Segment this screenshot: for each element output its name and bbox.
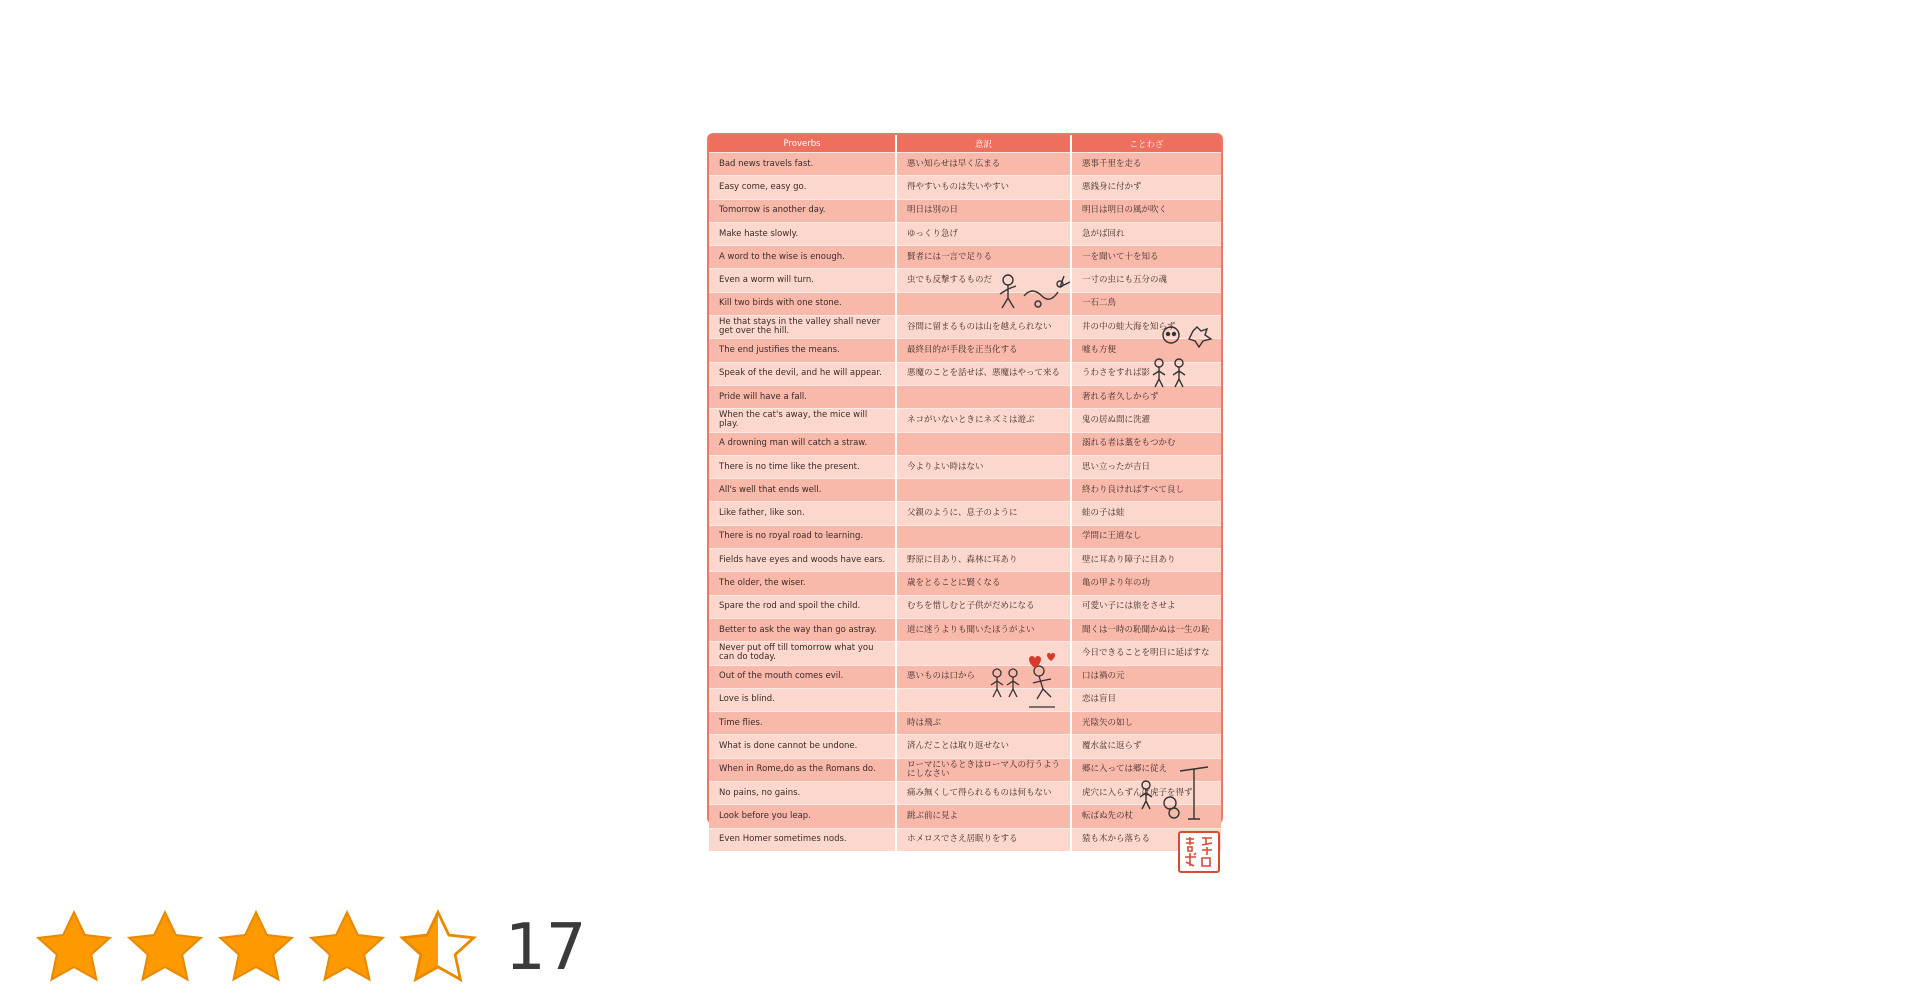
kotowaza-cell: 転ばぬ先の杖 — [1071, 805, 1221, 828]
proverb-cell: Like father, like son. — [709, 502, 896, 525]
proverb-table — [709, 135, 1221, 851]
proverb-cell: Tomorrow is another day. — [709, 199, 896, 222]
table-row — [709, 572, 1221, 595]
translation-cell: 悪いものは口から — [896, 665, 1071, 688]
proverb-cell: Time flies. — [709, 712, 896, 735]
translation-cell: ゆっくり急げ — [896, 222, 1071, 245]
kotowaza-cell: 口は禍の元 — [1071, 665, 1221, 688]
kotowaza-cell: 虎穴に入らずんば虎子を得ず — [1071, 782, 1221, 805]
kotowaza-cell: 可愛い子には旅をさせよ — [1071, 595, 1221, 618]
kotowaza-cell: 聞くは一時の恥聞かぬは一生の恥 — [1071, 618, 1221, 641]
table-row — [709, 362, 1221, 385]
table-row — [709, 246, 1221, 269]
proverb-cell: He that stays in the valley shall never get over the hill. — [709, 316, 896, 339]
table-row — [709, 339, 1221, 362]
table-row — [709, 479, 1221, 502]
proverb-cell: There is no time like the present. — [709, 455, 896, 478]
proverb-cell: The end justifies the means. — [709, 339, 896, 362]
kotowaza-cell: 今日できることを明日に延ばすな — [1071, 642, 1221, 665]
table-row — [709, 385, 1221, 408]
translation-cell — [896, 479, 1071, 502]
table-row — [709, 432, 1221, 455]
kotowaza-cell: 壁に耳あり障子に目あり — [1071, 549, 1221, 572]
translation-cell: 悪魔のことを話せば、悪魔はやって来る — [896, 362, 1071, 385]
table-row — [709, 455, 1221, 478]
kotowaza-cell: 学問に王道なし — [1071, 525, 1221, 548]
translation-cell — [896, 525, 1071, 548]
kotowaza-cell: 亀の甲より年の功 — [1071, 572, 1221, 595]
product-image[interactable] — [707, 133, 1223, 845]
proverb-cell: Make haste slowly. — [709, 222, 896, 245]
translation-cell: 歳をとることに賢くなる — [896, 572, 1071, 595]
table-header-row — [709, 135, 1221, 153]
table-row — [709, 199, 1221, 222]
proverb-cell: A word to the wise is enough. — [709, 246, 896, 269]
proverb-rows — [709, 153, 1221, 851]
header-kotowaza: ことわざ — [1071, 135, 1221, 153]
proverb-cell: When in Rome,do as the Romans do. — [709, 758, 896, 781]
proverb-cell: Bad news travels fast. — [709, 153, 896, 176]
table-row — [709, 525, 1221, 548]
kotowaza-cell: 奢れる者久しからず — [1071, 385, 1221, 408]
proverb-cell: Look before you leap. — [709, 805, 896, 828]
kotowaza-cell: 一を聞いて十を知る — [1071, 246, 1221, 269]
proverb-cell: A drowning man will catch a straw. — [709, 432, 896, 455]
kotowaza-cell: 明日は明日の風が吹く — [1071, 199, 1221, 222]
proverb-cell: Fields have eyes and woods have ears. — [709, 549, 896, 572]
table-row — [709, 642, 1221, 665]
kotowaza-cell: 井の中の蛙大海を知らず — [1071, 316, 1221, 339]
kotowaza-cell: 嘘も方便 — [1071, 339, 1221, 362]
table-row — [709, 688, 1221, 711]
proverb-cell: Love is blind. — [709, 688, 896, 711]
table-row — [709, 222, 1221, 245]
translation-cell: 今よりよい時はない — [896, 455, 1071, 478]
translation-cell: 時は飛ぶ — [896, 712, 1071, 735]
kotowaza-cell: 一石二鳥 — [1071, 292, 1221, 315]
star-full-icon — [30, 906, 118, 990]
proverb-cell: Better to ask the way than go astray. — [709, 618, 896, 641]
translation-cell: 野原に目あり、森林に耳あり — [896, 549, 1071, 572]
proverb-cell: Kill two birds with one stone. — [709, 292, 896, 315]
table-row — [709, 665, 1221, 688]
translation-cell: むちを惜しむと子供がだめになる — [896, 595, 1071, 618]
translation-cell: 最終目的が手段を正当化する — [896, 339, 1071, 362]
translation-cell: 明日は別の日 — [896, 199, 1071, 222]
proverb-cell: Spare the rod and spoil the child. — [709, 595, 896, 618]
proverb-cell: There is no royal road to learning. — [709, 525, 896, 548]
star-full-icon — [121, 906, 209, 990]
kotowaza-cell: 恋は盲目 — [1071, 688, 1221, 711]
kotowaza-cell: 蛙の子は蛙 — [1071, 502, 1221, 525]
table-row — [709, 712, 1221, 735]
translation-cell: ネコがいないときにネズミは遊ぶ — [896, 409, 1071, 432]
proverb-cell: Pride will have a fall. — [709, 385, 896, 408]
rating-row[interactable] — [30, 906, 586, 990]
proverb-cell: Easy come, easy go. — [709, 176, 896, 199]
kotowaza-cell: 鬼の居ぬ間に洗濯 — [1071, 409, 1221, 432]
table-row — [709, 292, 1221, 315]
kotowaza-cell: 溺れる者は藁をもつかむ — [1071, 432, 1221, 455]
review-count[interactable]: 17 — [505, 911, 587, 985]
stick-figure-doodle-devil — [1149, 325, 1219, 395]
header-translation: 意訳 — [896, 135, 1071, 153]
kotowaza-cell: 郷に入っては郷に従え — [1071, 758, 1221, 781]
stick-figure-doodle-worm — [994, 270, 1074, 312]
table-row — [709, 595, 1221, 618]
kotowaza-cell: うわさをすれば影 — [1071, 362, 1221, 385]
kotowaza-cell: 一寸の虫にも五分の魂 — [1071, 269, 1221, 292]
table-row — [709, 409, 1221, 432]
kotowaza-cell: 終わり良ければすべて良し — [1071, 479, 1221, 502]
kotowaza-cell: 悪銭身に付かず — [1071, 176, 1221, 199]
table-row — [709, 828, 1221, 851]
proverb-cell: When the cat's away, the mice will play. — [709, 409, 896, 432]
header-proverbs: Proverbs — [709, 135, 896, 153]
translation-cell: 跳ぶ前に見よ — [896, 805, 1071, 828]
proverb-cell: Speak of the devil, and he will appear. — [709, 362, 896, 385]
kotowaza-cell: 思い立ったが吉日 — [1071, 455, 1221, 478]
translation-cell: 谷間に留まるものは山を越えられない — [896, 316, 1071, 339]
proverb-cell: No pains, no gains. — [709, 782, 896, 805]
proverb-cell: The older, the wiser. — [709, 572, 896, 595]
proverb-cell: Even a worm will turn. — [709, 269, 896, 292]
proverb-cell: Even Homer sometimes nods. — [709, 828, 896, 851]
table-row — [709, 618, 1221, 641]
translation-cell: 済んだことは取り返せない — [896, 735, 1071, 758]
chart-shiki-stamp — [1178, 831, 1220, 873]
translation-cell: 父親のように、息子のように — [896, 502, 1071, 525]
star-half-icon — [394, 906, 482, 990]
stamp-glyphs — [1180, 833, 1218, 871]
translation-cell: 悪い知らせは早く広まる — [896, 153, 1071, 176]
kotowaza-cell: 猿も木から落ちる — [1071, 828, 1221, 851]
star-full-icon — [303, 906, 391, 990]
kotowaza-cell: 悪事千里を走る — [1071, 153, 1221, 176]
translation-cell — [896, 385, 1071, 408]
table-row — [709, 549, 1221, 572]
proverb-cell: What is done cannot be undone. — [709, 735, 896, 758]
translation-cell: 虫でも反撃するものだ — [896, 269, 1071, 292]
stick-figure-doodle-monkey — [1134, 763, 1214, 823]
proverb-cell: Never put off till tomorrow what you can do today. — [709, 642, 896, 665]
table-row — [709, 735, 1221, 758]
stick-figure-doodle-love — [989, 653, 1069, 713]
translation-cell — [896, 432, 1071, 455]
kotowaza-cell: 急がば回れ — [1071, 222, 1221, 245]
star-full-icon — [212, 906, 300, 990]
translation-cell: ホメロスでさえ居眠りをする — [896, 828, 1071, 851]
translation-cell: 道に迷うよりも聞いたほうがよい — [896, 618, 1071, 641]
kotowaza-cell: 覆水盆に返らず — [1071, 735, 1221, 758]
translation-cell: ローマにいるときはローマ人の行うようにしなさい — [896, 758, 1071, 781]
translation-cell: 痛み無くして得られるものは何もない — [896, 782, 1071, 805]
table-row — [709, 176, 1221, 199]
kotowaza-cell: 光陰矢の如し — [1071, 712, 1221, 735]
table-row — [709, 153, 1221, 176]
translation-cell: 賢者には一言で足りる — [896, 246, 1071, 269]
table-row — [709, 316, 1221, 339]
table-row — [709, 269, 1221, 292]
proverb-cell: Out of the mouth comes evil. — [709, 665, 896, 688]
table-row — [709, 502, 1221, 525]
translation-cell: 得やすいものは失いやすい — [896, 176, 1071, 199]
proverb-cell: All's well that ends well. — [709, 479, 896, 502]
